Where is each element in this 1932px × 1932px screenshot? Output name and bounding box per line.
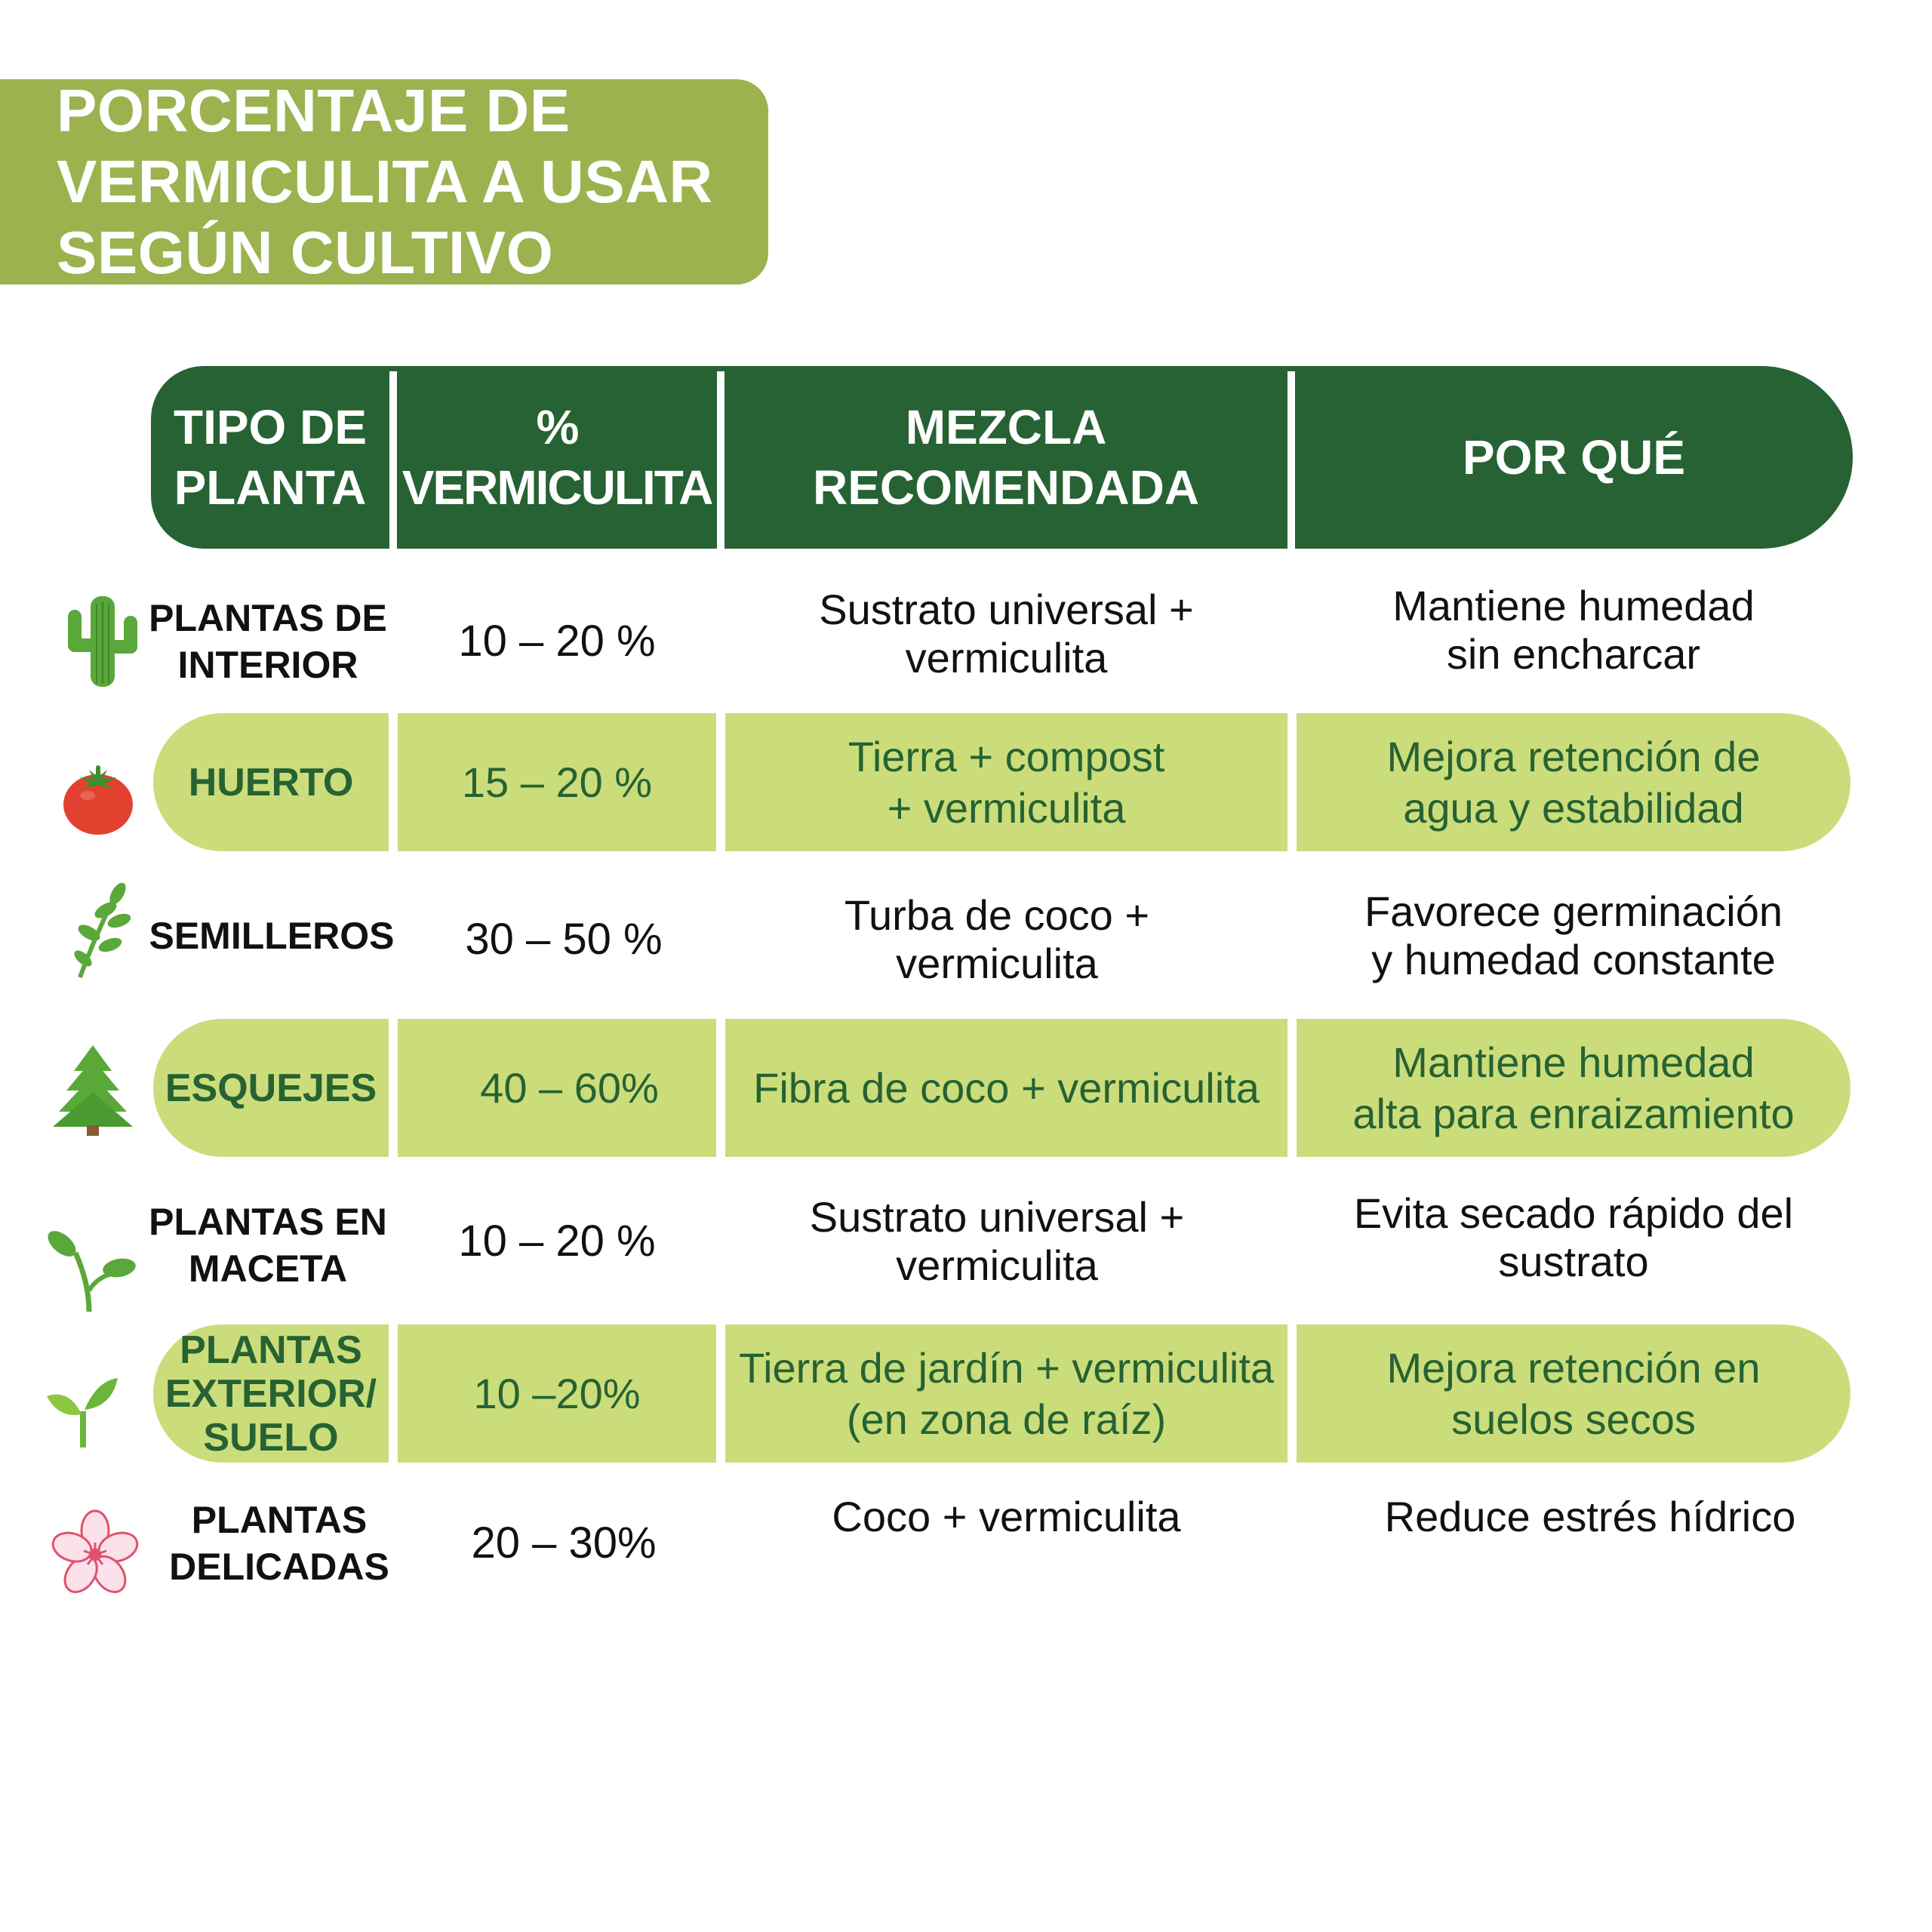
header-line: VERMICULITA [401, 460, 712, 515]
reason [1297, 875, 1850, 996]
recommended-mix [725, 1181, 1269, 1302]
column-header-mezcla [724, 366, 1287, 549]
plant-type [165, 1328, 377, 1460]
header-line: % [536, 400, 578, 454]
plant-type [169, 1497, 389, 1590]
tomato-icon [60, 762, 136, 838]
header-divider [389, 371, 397, 549]
title-line: SEGÚN CULTIVO [57, 219, 554, 286]
mix-line: Turba de coco + [844, 891, 1150, 939]
table-row [151, 1483, 408, 1604]
table-row [153, 713, 389, 851]
plant-type-line: MACETA [188, 1247, 348, 1290]
plant-type [149, 912, 394, 959]
plant-type-line: PLANTAS [191, 1499, 368, 1541]
recommended-mix [725, 1472, 1287, 1562]
vermiculite-percentage: 10 – 20 % [458, 617, 656, 666]
mix-line: vermiculita [896, 1241, 1098, 1289]
mix-line: Sustrato universal + [819, 586, 1194, 633]
reason [1297, 1019, 1850, 1157]
evergreen-tree-icon [51, 1045, 134, 1136]
column-header-porcentaje [397, 366, 717, 549]
reason-line: Mejora retención en [1386, 1343, 1761, 1392]
reason-line: Mantiene humedad [1392, 1038, 1755, 1086]
title-line: PORCENTAJE DE [57, 77, 571, 144]
seedling-icon [44, 1374, 119, 1449]
reason-line: y humedad constante [1371, 936, 1776, 983]
header-line: POR QUÉ [1462, 430, 1686, 485]
plant-type-line: EXTERIOR/ [165, 1371, 377, 1416]
reason-line: alta para enraizamiento [1352, 1089, 1795, 1137]
plant-type-line: SUELO [203, 1415, 339, 1460]
reason-line: Evita secado rápido del [1353, 1189, 1794, 1237]
mix-line: Tierra de jardín + vermiculita [738, 1343, 1275, 1392]
mix-line: Tierra + compost [848, 732, 1165, 780]
reason-line: Mejora retención de [1386, 732, 1761, 780]
recommended-mix [725, 879, 1269, 1000]
vermiculite-percentage: 10 – 20 % [458, 1217, 656, 1266]
vermiculite-percentage: 20 – 30% [471, 1518, 657, 1567]
plant-type-line: PLANTAS [180, 1327, 362, 1372]
table-row [143, 581, 392, 702]
plant-type-line: PLANTAS EN [149, 1201, 387, 1243]
mix-line: Fibra de coco + vermiculita [753, 1063, 1260, 1112]
page-title [57, 75, 766, 288]
mix-line: (en zona de raíz) [846, 1395, 1167, 1443]
header-line: TIPO DE [173, 400, 368, 454]
table-row [143, 1185, 392, 1306]
reason-line: Favorece germinación [1364, 888, 1783, 935]
reason [1297, 713, 1850, 851]
plant-type [189, 761, 354, 804]
reason-line: Mantiene humedad [1392, 582, 1755, 629]
reason-line: suelos secos [1451, 1395, 1696, 1443]
header-line: MEZCLA [905, 400, 1107, 454]
column-header-porque [1295, 366, 1853, 549]
sprout-icon [45, 1223, 136, 1313]
header-line: RECOMENDADA [813, 460, 1199, 515]
column-header-tipo [151, 366, 389, 549]
header-divider [717, 371, 724, 549]
reason-line: agua y estabilidad [1403, 783, 1744, 832]
plant-type-line: DELICADAS [169, 1546, 389, 1588]
plant-type [165, 1066, 377, 1110]
vermiculite-percentage: 30 – 50 % [465, 915, 663, 964]
plant-type [149, 1198, 387, 1292]
reason [1297, 570, 1850, 691]
recommended-mix [725, 1019, 1287, 1157]
reason-line: sustrato [1498, 1238, 1649, 1285]
reason [1297, 1324, 1850, 1463]
cactus-icon [65, 596, 140, 687]
header-divider [1287, 371, 1295, 549]
mix-line: Coco + vermiculita [832, 1493, 1181, 1540]
plant-type-line: PLANTAS DE [149, 597, 387, 639]
plant-type-line: ESQUEJES [165, 1066, 377, 1110]
mix-line: Sustrato universal + [809, 1193, 1185, 1241]
herb-icon [72, 883, 133, 981]
table-row [153, 1019, 389, 1157]
vermiculite-percentage: 40 – 60% [480, 1063, 659, 1112]
recommended-mix [725, 574, 1287, 694]
plant-type [149, 595, 387, 688]
table-row [153, 1324, 389, 1463]
reason [1313, 1472, 1867, 1562]
plant-type-line: HUERTO [188, 760, 354, 804]
title-line: VERMICULITA A USAR [57, 148, 713, 215]
mix-line: vermiculita [905, 634, 1108, 681]
vermiculite-percentage: 10 –20% [473, 1369, 641, 1417]
mix-line: vermiculita [896, 940, 1098, 987]
recommended-mix [725, 713, 1287, 851]
mix-line: + vermiculita [887, 783, 1126, 832]
recommended-mix [725, 1324, 1287, 1463]
header-line: PLANTA [174, 460, 367, 515]
cherry-blossom-icon [50, 1509, 140, 1600]
plant-type-line: SEMILLEROS [149, 915, 395, 957]
reason [1297, 1177, 1850, 1298]
reason-line: sin encharcar [1446, 630, 1701, 678]
reason-line: Reduce estrés hídrico [1384, 1493, 1796, 1540]
table-row [143, 875, 400, 996]
vermiculite-percentage: 15 – 20 % [461, 758, 653, 806]
plant-type-line: INTERIOR [177, 644, 358, 686]
